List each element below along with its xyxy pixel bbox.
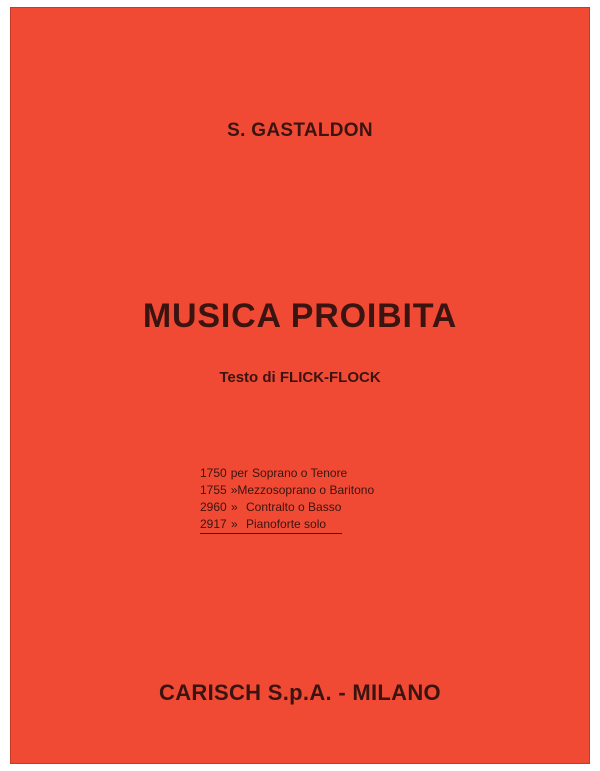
edition-voice: Pianoforte solo [246,517,327,531]
publisher-imprint: CARISCH S.p.A. - MILANO [159,680,441,705]
edition-voice: Soprano o Tenore [252,466,348,480]
lyricist-credit: Testo di FLICK-FLOCK [219,369,381,386]
composer-name: S. GASTALDON [227,120,373,141]
edition-row [200,465,348,482]
edition-prefix: » [231,517,238,531]
edition-row [200,499,342,516]
edition-row [200,516,342,534]
edition-number: 2960 [200,500,227,514]
edition-row [200,482,375,499]
work-title: MUSICA PROIBITA [142,297,458,335]
edition-voice: Contralto o Basso [246,500,342,514]
edition-prefix: » [230,483,238,497]
edition-prefix: per [230,466,249,480]
sheet-music-cover [10,7,590,764]
editions-list [200,465,375,534]
edition-prefix: » [231,500,238,514]
edition-number: 1755 [200,483,227,497]
edition-number: 1750 [200,466,227,480]
edition-number: 2917 [200,517,227,531]
edition-voice: Mezzosoprano o Baritono [237,483,375,497]
